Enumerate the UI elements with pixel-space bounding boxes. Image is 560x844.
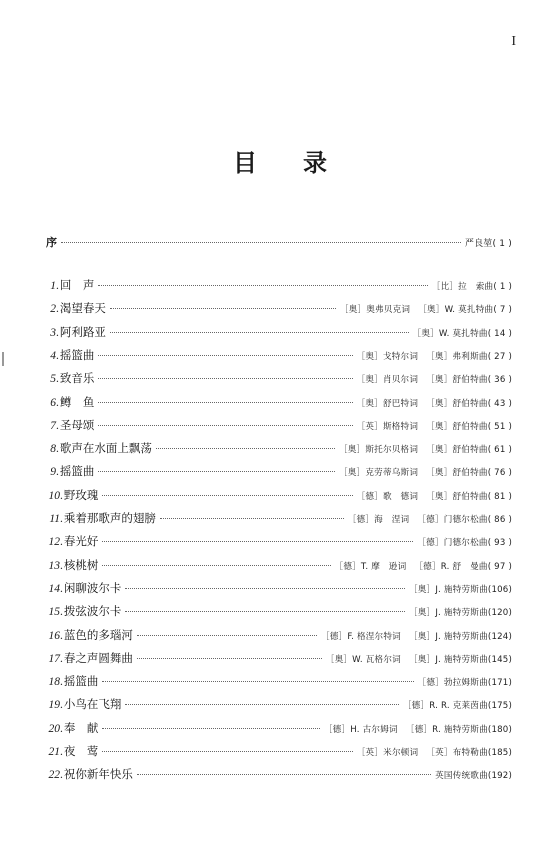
- entry-credits: [357, 373, 512, 385]
- entry-number: 13: [48, 559, 60, 572]
- entry-composer: ［奥］舒伯特曲: [426, 421, 488, 432]
- number-separator: .: [60, 489, 63, 502]
- number-separator: .: [56, 326, 59, 339]
- toc-entry[interactable]: [46, 533, 512, 555]
- entry-number: 17: [48, 652, 60, 665]
- entry-title: 鳟 鱼: [59, 394, 95, 409]
- entry-title: 小鸟在飞翔: [63, 697, 122, 712]
- entry-composer: ［奥］舒伯特曲: [426, 468, 488, 479]
- toc-entry[interactable]: [46, 463, 512, 485]
- number-separator: .: [60, 746, 63, 758]
- entry-page: ( 43 ): [487, 398, 512, 409]
- entry-composer: ［奥］舒伯特曲: [426, 398, 488, 409]
- toc-preface[interactable]: [46, 234, 512, 256]
- number-separator: .: [56, 303, 59, 316]
- entry-credits: [357, 350, 512, 362]
- toc-entry[interactable]: [46, 766, 512, 788]
- entry-lyricist: ［奥］克劳蒂乌斯词: [338, 468, 419, 479]
- entry-number: 3: [50, 326, 56, 339]
- entry-composer: ［德］R. 舒 曼曲: [414, 561, 488, 572]
- entry-lyricist: ［英］米尔顿词: [356, 748, 419, 758]
- entry-composer: ［德］R. R. 克莱茵曲: [402, 701, 488, 712]
- number-separator: .: [60, 769, 63, 782]
- entry-title: 渴望春天: [59, 301, 106, 316]
- entry-credits: [403, 699, 512, 711]
- number-separator: .: [56, 373, 59, 386]
- entry-composer: ［奥］舒伯特曲: [426, 445, 488, 456]
- number-separator: .: [60, 582, 63, 595]
- entry-title: 致音乐: [59, 371, 95, 386]
- entry-page: (145): [487, 654, 512, 665]
- entry-number: 1: [50, 280, 56, 292]
- dot-leader: [102, 728, 319, 729]
- toc-entry[interactable]: [46, 277, 512, 299]
- entry-credits: [357, 420, 512, 432]
- entry-composer: ［奥］J. 施特劳斯曲: [408, 654, 488, 665]
- entry-title: 闲聊波尔卡: [63, 580, 122, 595]
- entry-page: ( 51 ): [487, 421, 512, 432]
- entry-page: ( 76 ): [487, 468, 512, 479]
- entry-lyricist: ［奥］舒巴特词: [356, 398, 419, 409]
- dot-leader: [125, 611, 405, 612]
- dot-leader: [137, 635, 317, 636]
- dot-leader: [98, 285, 427, 286]
- number-separator: .: [60, 722, 63, 735]
- number-separator: .: [60, 699, 63, 712]
- dot-leader: [137, 658, 322, 659]
- entry-number: 16: [48, 629, 60, 642]
- entry-title: 蓝色的多瑙河: [63, 627, 133, 642]
- entry-lyricist: ［奥］斯托尔贝格词: [338, 445, 419, 456]
- entry-title: 核桃树: [63, 557, 99, 572]
- toc-entry[interactable]: [46, 627, 512, 649]
- entry-composer: ［奥］舒伯特曲: [426, 375, 488, 386]
- toc-entry[interactable]: [46, 394, 512, 416]
- dot-leader: [98, 471, 335, 472]
- preface-title: 序: [46, 236, 57, 249]
- entry-title: 摇篮曲: [59, 347, 95, 362]
- number-separator: .: [60, 629, 63, 642]
- entry-credits: [324, 723, 512, 735]
- page-title: [0, 143, 560, 178]
- entry-credits: [340, 303, 512, 315]
- entry-lyricist: ［德］H. 古尔姆词: [323, 724, 398, 735]
- page-title-char-2: 录: [303, 149, 327, 177]
- preface-page: ( 1 ): [492, 239, 512, 249]
- toc-entry[interactable]: [46, 580, 512, 602]
- entry-number: 12: [48, 536, 60, 549]
- entry-composer: ［比］拉 索曲: [431, 282, 494, 292]
- entry-credits: [417, 536, 512, 548]
- entry-credits: [432, 280, 512, 292]
- toc-entry[interactable]: [46, 347, 512, 369]
- entry-credits: [348, 513, 512, 525]
- entry-lyricist: ［德］T. 摩 逊词: [334, 561, 407, 572]
- page-title-char-1: 目: [233, 149, 257, 177]
- preface-author: 严良堃: [464, 239, 493, 249]
- toc-entry[interactable]: [46, 650, 512, 672]
- entry-number: 9: [50, 466, 56, 479]
- entry-title: 歌声在水面上飘荡: [59, 441, 152, 456]
- entry-page: ( 36 ): [487, 375, 512, 386]
- entry-number: 4: [50, 349, 56, 362]
- dot-leader: [98, 355, 352, 356]
- dot-leader: [125, 704, 399, 705]
- entry-credits: [335, 560, 512, 572]
- number-separator: .: [56, 419, 59, 432]
- entry-number: 6: [50, 396, 56, 409]
- entry-page: (171): [487, 678, 512, 689]
- dot-leader: [102, 565, 330, 566]
- entry-composer: ［奥］舒伯特曲: [426, 491, 488, 502]
- toc-entry[interactable]: [46, 720, 512, 742]
- entry-title: 回 声: [59, 278, 95, 292]
- toc-entry[interactable]: [46, 743, 512, 765]
- dot-leader: [125, 588, 405, 589]
- entry-composer: ［奥］W. 莫扎特曲: [412, 328, 488, 339]
- dot-leader: [102, 681, 413, 682]
- entry-number: 11: [49, 513, 60, 525]
- entry-number: 22: [48, 769, 60, 782]
- number-separator: .: [56, 280, 59, 292]
- entry-page: ( 7 ): [493, 305, 512, 316]
- toc-entry[interactable]: [46, 557, 512, 579]
- entry-lyricist: ［奥］肖贝尔词: [356, 375, 419, 386]
- toc-entry[interactable]: [46, 440, 512, 462]
- entry-page: (120): [487, 608, 512, 619]
- entry-number: 8: [50, 443, 56, 456]
- entry-lyricist: ［英］斯格特词: [356, 421, 419, 432]
- number-separator: .: [60, 559, 63, 572]
- toc-entry[interactable]: [46, 324, 512, 346]
- entry-page: (185): [487, 748, 512, 758]
- entry-title: 夜 莺: [63, 744, 99, 758]
- toc-entry[interactable]: [46, 370, 512, 392]
- entry-number: 10: [48, 489, 60, 502]
- entry-number: 19: [48, 699, 60, 712]
- entry-credits: [435, 769, 512, 781]
- entry-title: 野玫瑰: [63, 487, 99, 502]
- entry-composer: ［奥］J. 施特劳斯曲: [408, 608, 488, 619]
- entry-title: 摇篮曲: [59, 464, 95, 479]
- dot-leader: [61, 242, 461, 243]
- number-separator: .: [60, 652, 63, 665]
- entry-credits: [339, 466, 512, 478]
- dot-leader: [110, 308, 336, 309]
- toc-entry[interactable]: [46, 510, 512, 532]
- entry-page: ( 14 ): [487, 328, 512, 339]
- entry-page: (180): [487, 724, 512, 735]
- number-separator: .: [56, 349, 59, 362]
- dot-leader: [98, 402, 352, 403]
- number-separator: .: [56, 443, 59, 456]
- toc-entry[interactable]: [46, 696, 512, 718]
- entry-credits: [413, 327, 512, 339]
- entry-credits: [339, 443, 512, 455]
- entry-credits: [357, 746, 512, 758]
- entry-composer: ［德］R. 施特劳斯曲: [405, 724, 488, 735]
- entry-page: ( 93 ): [487, 538, 512, 549]
- entry-credits: [409, 606, 512, 618]
- dot-leader: [156, 448, 335, 449]
- entry-number: 20: [48, 722, 60, 735]
- toc-entry[interactable]: [46, 487, 512, 509]
- entry-composer: ［奥］J. 施特劳斯曲: [408, 584, 488, 595]
- entry-page: (106): [487, 584, 512, 595]
- entry-page: (124): [487, 631, 512, 642]
- dot-leader: [160, 518, 344, 519]
- dot-leader: [102, 751, 352, 752]
- entry-page: ( 81 ): [487, 491, 512, 502]
- toc-entry[interactable]: [46, 673, 512, 695]
- entry-title: 拨弦波尔卡: [63, 604, 122, 619]
- entry-title: 祝你新年快乐: [63, 767, 133, 782]
- entry-composer: ［奥］弗利斯曲: [426, 351, 488, 362]
- toc-entry[interactable]: [46, 603, 512, 625]
- dot-leader: [102, 495, 352, 496]
- entry-title: 摇篮曲: [63, 674, 99, 689]
- number-separator: .: [60, 536, 63, 549]
- entry-credits: [357, 490, 512, 502]
- binding-mark: [2, 352, 4, 366]
- entry-composer: ［德］门德尔松曲: [417, 538, 488, 549]
- entry-title: 奉 献: [63, 720, 99, 735]
- entry-credits: [326, 653, 512, 665]
- entry-number: 5: [50, 373, 56, 386]
- entry-page: ( 61 ): [487, 445, 512, 456]
- entry-page: ( 97 ): [487, 561, 512, 572]
- entry-lyricist: ［德］歌 德词: [356, 491, 419, 502]
- entry-page: ( 86 ): [487, 515, 512, 525]
- entry-page: ( 27 ): [487, 351, 512, 362]
- number-separator: .: [60, 513, 63, 525]
- entry-composer: 英国传统歌曲: [435, 771, 488, 782]
- entry-composer: ［德］勃拉姆斯曲: [417, 678, 488, 689]
- entry-title: 阿利路亚: [59, 324, 106, 339]
- entry-number: 15: [48, 606, 60, 619]
- entry-number: 18: [48, 676, 60, 689]
- entry-page: ( 1 ): [493, 282, 512, 292]
- entry-title: 春之声圆舞曲: [63, 650, 133, 665]
- page-number: I: [511, 34, 516, 49]
- entry-lyricist: ［德］海 涅词: [347, 515, 410, 525]
- entry-number: 2: [50, 303, 56, 316]
- number-separator: .: [56, 466, 59, 479]
- entry-lyricist: ［奥］戈特尔词: [356, 351, 419, 362]
- entry-number: 21: [48, 746, 60, 758]
- entry-composer: ［德］门德尔松曲: [417, 515, 488, 525]
- entry-credits: [357, 397, 512, 409]
- entry-title: 圣母颂: [59, 417, 95, 432]
- dot-leader: [110, 332, 409, 333]
- entry-lyricist: ［德］F. 格涅尔特词: [320, 631, 401, 642]
- toc-entry[interactable]: [46, 417, 512, 439]
- entry-credits: [418, 676, 512, 688]
- number-separator: .: [56, 396, 59, 409]
- entry-number: 7: [50, 419, 56, 432]
- entry-title: 春光好: [63, 534, 99, 549]
- number-separator: .: [60, 676, 63, 689]
- entry-page: (192): [487, 771, 512, 782]
- dot-leader: [137, 774, 431, 775]
- entry-page: (175): [487, 701, 512, 712]
- entry-lyricist: ［奥］奥弗贝克词: [339, 305, 411, 316]
- entry-composer: ［奥］J. 施特劳斯曲: [408, 631, 488, 642]
- entry-credits: [409, 583, 512, 595]
- entry-composer: ［奥］W. 莫扎特曲: [418, 305, 494, 316]
- number-separator: .: [60, 606, 63, 619]
- dot-leader: [98, 378, 352, 379]
- entry-lyricist: ［奥］W. 瓦格尔词: [325, 654, 401, 665]
- dot-leader: [102, 541, 413, 542]
- entry-composer: ［英］布特勒曲: [426, 748, 488, 758]
- entry-credits: [321, 630, 512, 642]
- toc-entry[interactable]: [46, 300, 512, 322]
- dot-leader: [98, 425, 352, 426]
- entry-title: 乘着那歌声的翅膀: [63, 511, 156, 525]
- entry-number: 14: [48, 582, 60, 595]
